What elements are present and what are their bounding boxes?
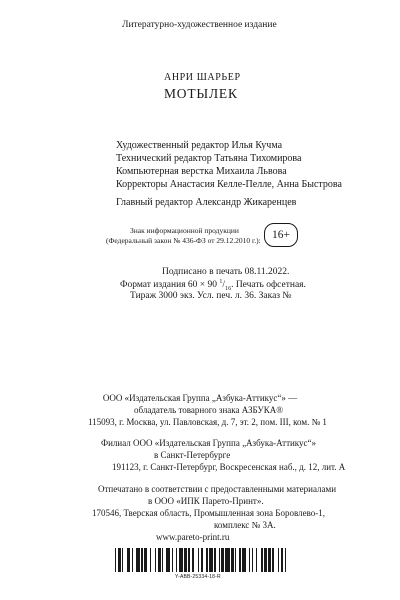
barcode-number: Y-ABB-25334-18-R	[175, 574, 221, 580]
credit-proofreaders: Корректоры Анастасия Келле-Пелле, Анна Быстрова	[116, 179, 342, 190]
print-run: Тираж 3000 экз. Усл. печ. л. 36. Заказ №	[130, 291, 292, 301]
credit-chief-editor: Главный редактор Александр Жикаренцев	[116, 197, 297, 208]
printer-address: 170546, Тверская область, Промышленная зона Боровлево-1,	[92, 508, 326, 518]
credit-layout: Компьютерная верстка Михаила Львова	[116, 166, 287, 177]
barcode	[115, 548, 287, 572]
print-format-prefix: Формат издания 60 × 90	[120, 280, 220, 291]
info-sign-label: Знак информационной продукции	[130, 226, 239, 235]
printer-note: Отпечатано в соответствии с предоставленными материалами	[98, 484, 337, 494]
publisher-address: 115093, г. Москва, ул. Павловская, д. 7, эт. 2, пом. III, ком. № 1	[88, 417, 327, 427]
printer-name: в ООО «ИПК Парето-Принт».	[148, 496, 264, 506]
book-title: МОТЫЛЕК	[164, 86, 238, 101]
print-format: Формат издания 60 × 90 $^1/_{16}$. Печать офсетная.	[120, 279, 306, 293]
age-rating-badge: 16+	[264, 223, 298, 247]
publisher-trademark: обладатель товарного знака АЗБУКА®	[134, 405, 284, 415]
branch-name: Филиал ООО «Издательская Группа „Азбука-Аттикус“»	[101, 438, 317, 448]
print-format-denominator: 16	[225, 286, 232, 293]
print-format-suffix: . Печать офсетная.	[231, 280, 306, 291]
edition-type: Литературно-художественное издание	[122, 20, 277, 30]
branch-address: 191123, г. Санкт-Петербург, Воскресенская наб., д. 12, лит. А	[112, 462, 346, 472]
printer-complex: комплекс № 3А.	[214, 520, 276, 530]
info-sign-law: (Федеральный закон № 436-ФЗ от 29.12.2010 г.):	[106, 236, 261, 245]
barcode-bar	[285, 548, 286, 572]
publisher-name: ООО «Издательская Группа „Азбука-Аттикус“» —	[102, 393, 298, 403]
branch-city: в Санкт-Петербурге	[154, 450, 231, 460]
printer-website: www.pareto-print.ru	[156, 532, 230, 542]
print-format-numerator: 1	[219, 279, 223, 285]
author-name: АНРИ ШАРЬЕР	[164, 72, 241, 83]
credit-tech-editor: Технический редактор Татьяна Тихомирова	[116, 153, 302, 164]
print-signed-date: Подписано в печать 08.11.2022.	[162, 267, 290, 277]
credit-art-editor: Художественный редактор Илья Кучма	[116, 140, 283, 151]
